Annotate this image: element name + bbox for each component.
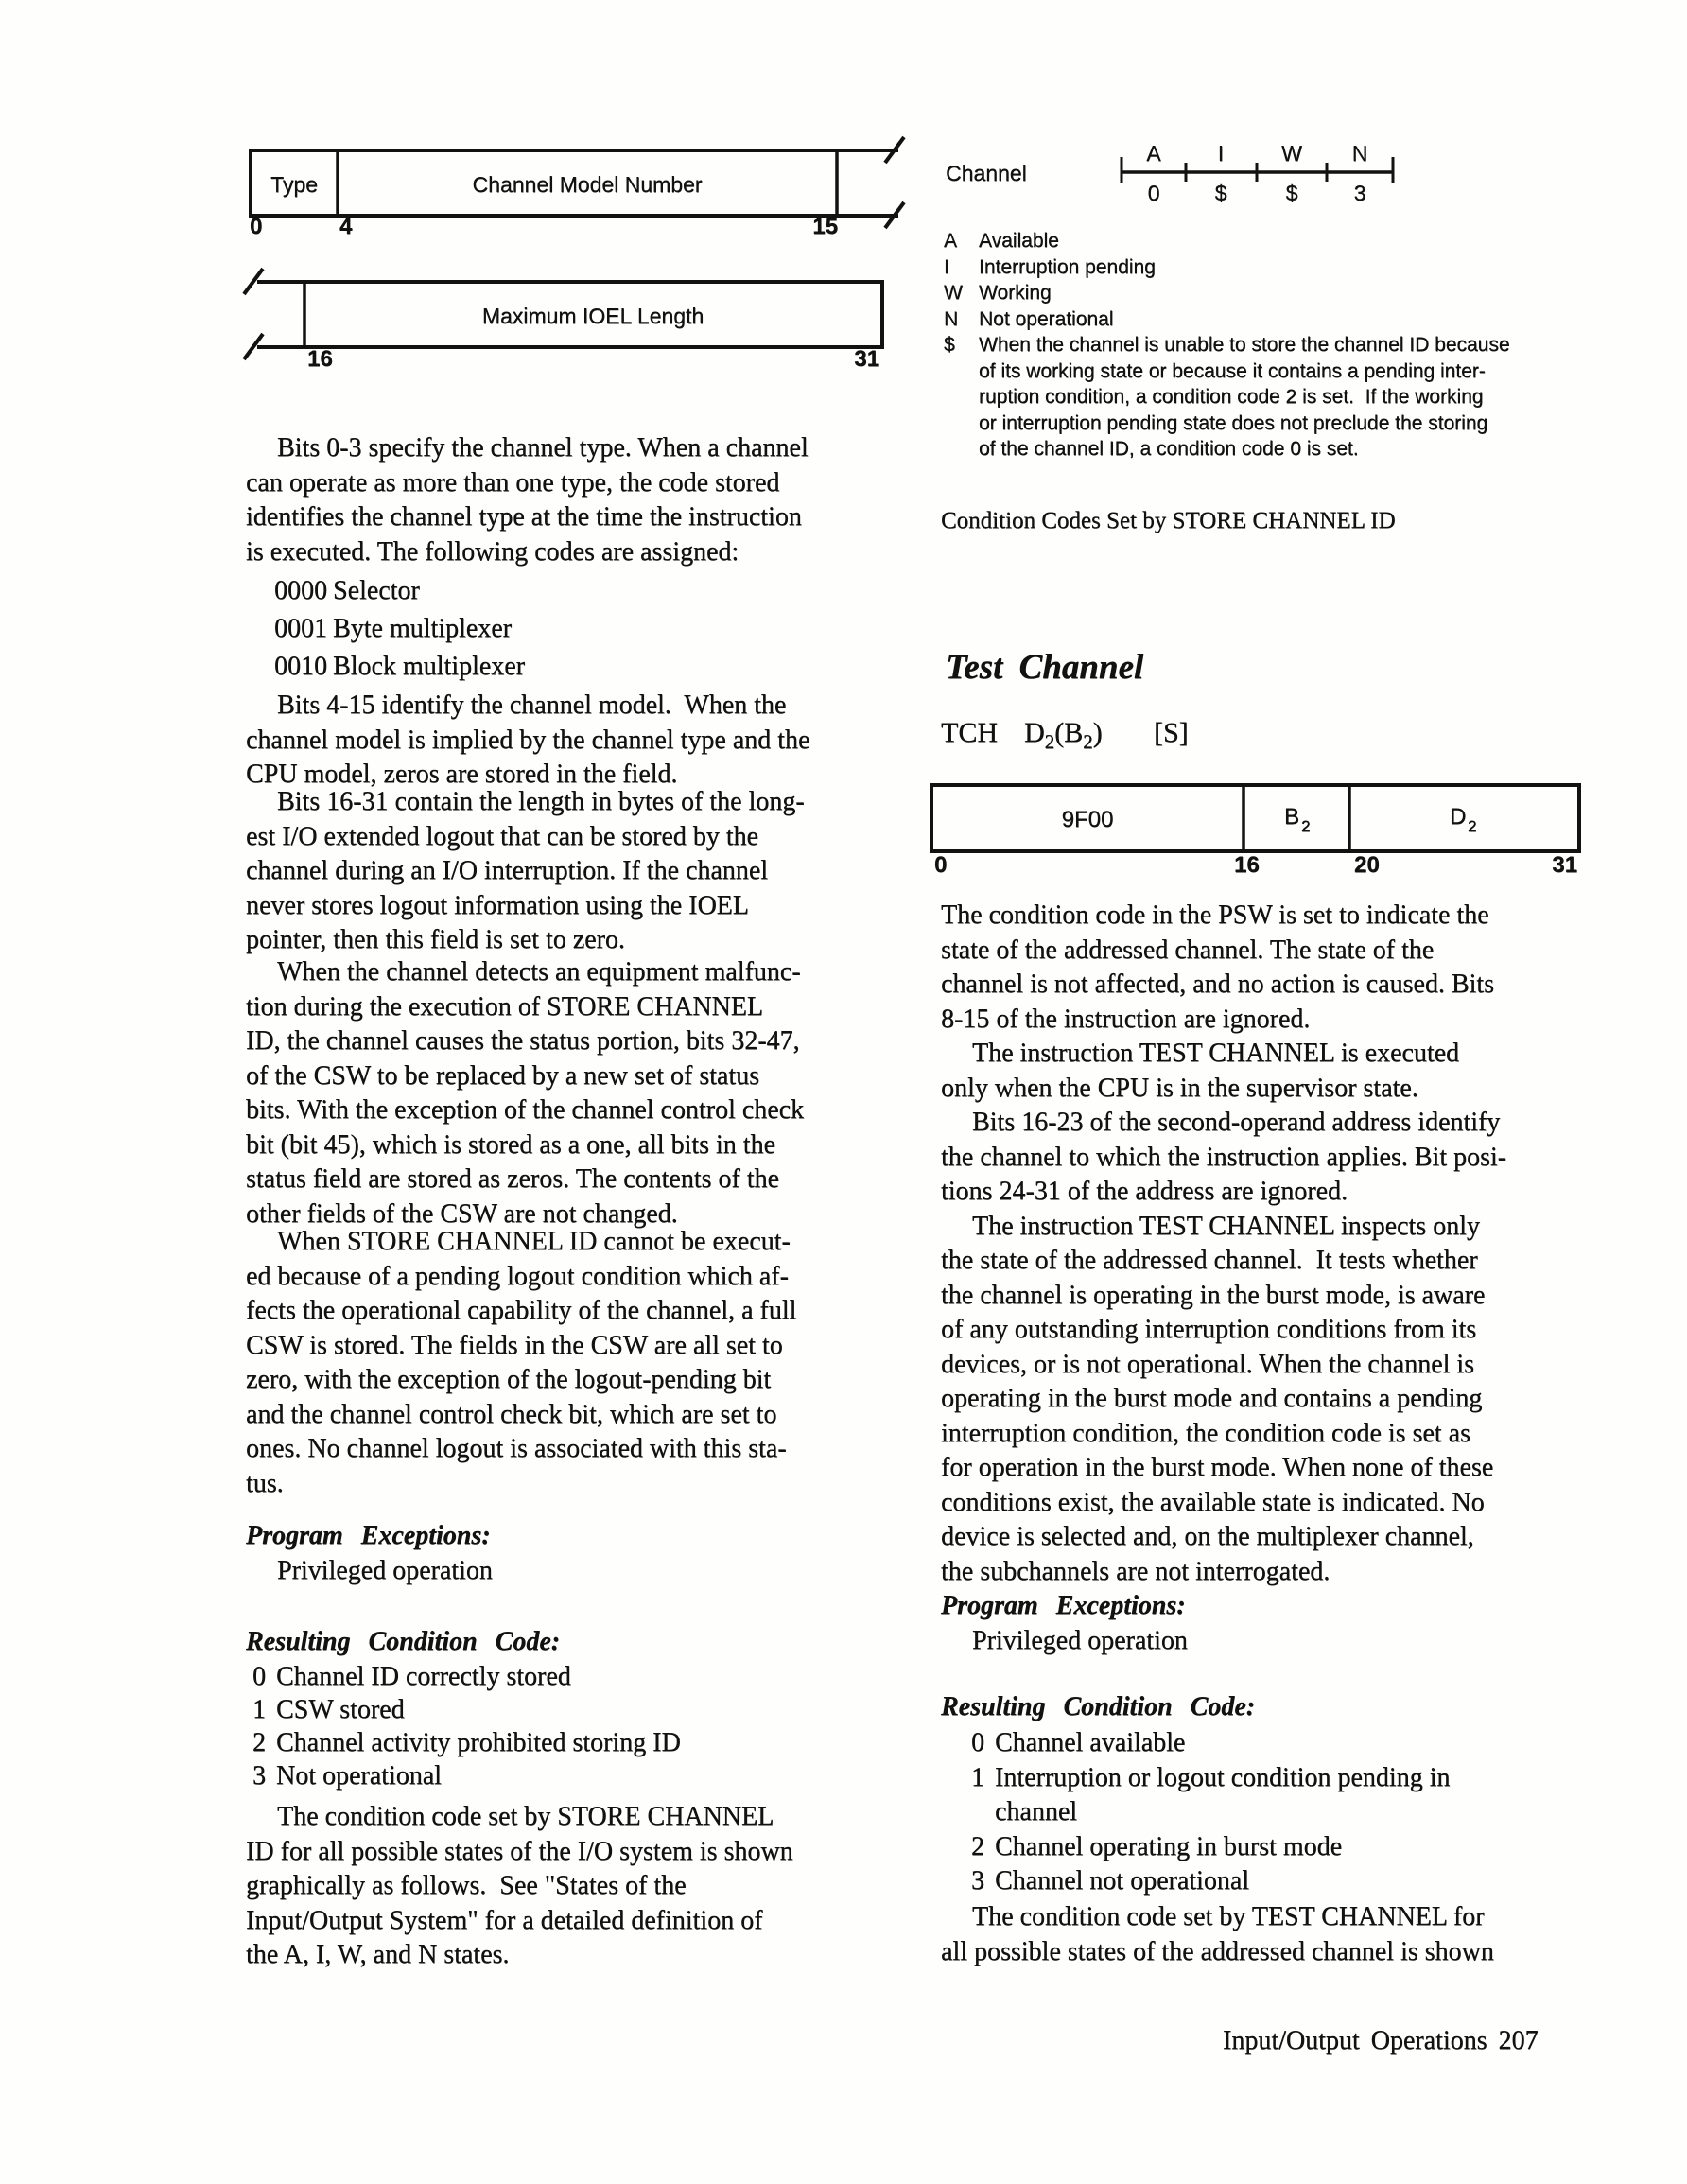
text-line: devices, or is not operational. When the channel is (941, 1349, 1474, 1379)
resulting-condition-code-heading: Resulting Condition Code: (246, 1627, 561, 1657)
operand-d-sub: 2 (1044, 730, 1055, 753)
bit-number-20: 20 (1354, 852, 1380, 878)
text-line: conditions exist, the available state is indicated. No (941, 1487, 1485, 1517)
channel-state-diagram (927, 123, 1456, 218)
paragraph (941, 1210, 1565, 1590)
program-exceptions-heading: Program Exceptions: (941, 1591, 1186, 1620)
channel-id-word1-diagram (189, 123, 927, 260)
text-line: all possible states of the addressed channel is shown (941, 1936, 1494, 1966)
bit-number-0: 0 (934, 852, 948, 878)
text-line: The instruction TEST CHANNEL is executed (972, 1039, 1460, 1068)
condition-code-number: 2 (252, 1727, 266, 1757)
text-line: The condition code set by STORE CHANNEL (277, 1802, 774, 1832)
text-line: Channel not operational (995, 1866, 1250, 1896)
text-line: tion during the execution of STORE CHANNEL (246, 991, 763, 1022)
text-line: ID for all possible states of the I/O system is shown (246, 1836, 793, 1866)
legend-text (979, 280, 1052, 306)
text-line: state of the addressed channel. The state of the (941, 935, 1435, 965)
bit-number-4: 4 (339, 214, 353, 239)
channel-type-code-item (274, 610, 898, 648)
condition-code-item (252, 1660, 898, 1693)
state-code-n: 3 (1353, 181, 1366, 205)
paragraph (941, 899, 1565, 1037)
text-line: When STORE CHANNEL ID cannot be execut- (277, 1227, 791, 1257)
text-line: fects the operational capability of the channel, a full (246, 1296, 797, 1326)
text-line: est I/O extended logout that can be stored by the (246, 821, 758, 851)
text-line: the state of the addressed channel. It tests whether (941, 1246, 1478, 1275)
condition-code-number: 0 (971, 1728, 984, 1757)
code-value: 0001 (274, 614, 327, 643)
bit-number-31: 31 (854, 346, 879, 372)
text-line: tions 24-31 of the address are ignored. (941, 1177, 1348, 1206)
text-line: Working (979, 282, 1052, 304)
text-line: of any outstanding interruption conditions from its (941, 1315, 1477, 1344)
text-line: zero, with the exception of the logout-pending bit (246, 1365, 772, 1395)
bit-number-15: 15 (812, 214, 838, 239)
text-line: Not operational (979, 307, 1114, 330)
text-line: other fields of the CSW are not changed. (246, 1198, 678, 1229)
paragraph (246, 1225, 898, 1501)
text-line: the channel is operating in the burst mode, is aware (941, 1280, 1486, 1310)
program-exceptions-item: Privileged operation (277, 1556, 493, 1586)
text-line: the A, I, W, and N states. (246, 1940, 510, 1970)
legend-key: $ (944, 334, 955, 356)
opcode-value: 9F00 (1061, 807, 1114, 832)
paragraph (246, 955, 898, 1232)
text-line: ed because of a pending logout condition which af- (246, 1261, 789, 1291)
operand (1024, 717, 1103, 753)
legend-text (979, 306, 1113, 333)
text-line: channel (995, 1797, 1078, 1826)
state-letter-n: N (1351, 141, 1368, 166)
field-d2-sub: 2 (1468, 817, 1477, 835)
legend-item (941, 254, 1565, 281)
text-line: identifies the channel type at the time the instruction (246, 502, 802, 532)
text-line: pointer, then this field is set to zero. (246, 925, 625, 955)
text-line: for operation in the burst mode. When none of these (941, 1453, 1494, 1482)
condition-code-text (276, 1726, 681, 1759)
text-line: CSW is stored. The fields in the CSW are all set to (246, 1330, 783, 1360)
legend-key: N (944, 307, 959, 330)
text-line: never stores logout information using the IOEL (246, 890, 749, 920)
condition-code-text (995, 1864, 1249, 1899)
text-line: channel is not affected, and no action is caused. Bits (941, 970, 1494, 999)
text-line: Available (979, 230, 1059, 252)
text-line: of the CSW to be replaced by a new set of status (246, 1060, 760, 1091)
bit-number-16: 16 (1234, 852, 1260, 878)
text-line: is executed. The following codes are assigned: (246, 536, 739, 567)
code-value: 0000 (274, 576, 327, 605)
text-line: channel model is implied by the channel type and the (246, 725, 810, 755)
text-line: The condition code in the PSW is set to indicate the (941, 900, 1489, 930)
text-line: ones. No channel logout is associated with this sta- (246, 1434, 787, 1464)
field-label-type: Type (270, 172, 318, 197)
state-letter-i: I (1217, 141, 1225, 166)
page-footer: Input/Output Operations 207 (1223, 2026, 1539, 2055)
text-line: Interruption pending (979, 255, 1156, 278)
state-code-a: 0 (1147, 181, 1160, 205)
field-b2-sub: 2 (1301, 817, 1311, 835)
paragraph (246, 785, 898, 958)
text-line: Channel available (995, 1728, 1186, 1757)
condition-code-number: 3 (971, 1866, 984, 1896)
paragraph (246, 1800, 898, 1973)
section-heading-test-channel: Test Channel (946, 648, 1144, 687)
text-line: the subchannels are not interrogated. (941, 1556, 1330, 1586)
condition-code-item (252, 1726, 898, 1759)
text-line: tus. (246, 1468, 284, 1498)
text-line: bits. With the exception of the channel control check (246, 1095, 805, 1126)
state-legend (941, 228, 1565, 463)
right-column (941, 899, 1565, 1969)
text-line: only when the CPU is in the supervisor state. (941, 1073, 1418, 1103)
left-column (246, 431, 898, 1973)
program-exceptions-item: Privileged operation (972, 1625, 1188, 1655)
bit-number-16: 16 (307, 346, 333, 372)
text-line: When the channel is unable to store the channel ID because (979, 334, 1510, 356)
text-line: Channel operating in burst mode (995, 1831, 1343, 1861)
figure-caption: Condition Codes Set by STORE CHANNEL ID (941, 508, 1396, 533)
text-line: Bits 4-15 identify the channel model. When the (277, 690, 787, 721)
text-line: Channel activity prohibited storing ID (276, 1727, 681, 1757)
condition-code-number: 3 (252, 1760, 266, 1791)
condition-code-item (971, 1761, 1565, 1830)
text-line: Bits 16-23 of the second-operand address identify (972, 1108, 1501, 1137)
legend-item (941, 306, 1565, 333)
condition-code-number: 1 (971, 1762, 984, 1792)
text-line: and the channel control check bit, which are set to (246, 1399, 777, 1429)
text-line: Bits 16-31 contain the length in bytes of the long- (277, 787, 805, 817)
field-d2-base: D (1450, 804, 1467, 830)
state-letter-a: A (1146, 141, 1161, 166)
condition-code-text (276, 1660, 571, 1693)
text-line: graphically as follows. See "States of the (246, 1871, 687, 1901)
condition-code-text (995, 1726, 1185, 1761)
code-label: Byte multiplexer (333, 614, 512, 643)
legend-item (941, 332, 1565, 463)
text-line: 8-15 of the instruction are ignored. (941, 1004, 1311, 1034)
text-line: Input/Output System" for a detailed definition of (246, 1905, 763, 1935)
legend-item (941, 280, 1565, 306)
legend-text (979, 228, 1059, 254)
condition-code-text (995, 1761, 1450, 1830)
bit-number-0: 0 (250, 214, 263, 239)
format-box-outline (931, 785, 1579, 851)
program-exceptions-heading: Program Exceptions: (246, 1521, 491, 1551)
channel-type-code-item (274, 572, 898, 610)
bit-number-31: 31 (1552, 852, 1577, 878)
paragraph (246, 689, 898, 793)
code-label: Block multiplexer (333, 652, 525, 681)
channel-id-word2-diagram (189, 255, 927, 383)
condition-code-item (252, 1693, 898, 1726)
text-line: Not operational (276, 1760, 442, 1791)
channel-diagram-title: Channel (946, 161, 1027, 185)
text-line: When the channel detects an equipment malfunc- (277, 957, 801, 987)
text-line: CSW stored (276, 1694, 405, 1724)
text-line: of its working state or because it contains a pending inter- (979, 359, 1486, 382)
operand-d: D (1024, 717, 1045, 748)
text-line: can operate as more than one type, the code stored (246, 467, 780, 498)
code-value: 0010 (274, 652, 327, 681)
condition-code-number: 0 (252, 1661, 266, 1691)
condition-code-item (971, 1830, 1565, 1865)
text-line: status field are stored as zeros. The contents of the (246, 1164, 779, 1195)
tch-format-diagram (927, 771, 1592, 884)
channel-type-code-item (274, 648, 898, 686)
condition-code-text (995, 1830, 1342, 1865)
operand-open-b: (B (1054, 717, 1084, 748)
condition-code-text (276, 1693, 405, 1726)
legend-text (979, 332, 1510, 463)
state-code-w: $ (1285, 181, 1298, 205)
text-line: ID, the channel causes the status portion, bits 32-47, (246, 1026, 800, 1057)
code-label: Selector (333, 576, 420, 605)
text-line: interruption condition, the condition code is set as (941, 1418, 1470, 1448)
field-label-model: Channel Model Number (472, 172, 703, 197)
text-line: device is selected and, on the multiplexer channel, (941, 1522, 1474, 1551)
text-line: bit (bit 45), which is stored as a one, all bits in the (246, 1129, 775, 1160)
condition-code-list (971, 1726, 1565, 1899)
paragraph (941, 1037, 1565, 1106)
format-tag: [S] (1154, 717, 1189, 748)
condition-code-number: 2 (971, 1831, 984, 1861)
channel-type-code-list (274, 572, 898, 686)
operand-close: ) (1092, 717, 1103, 748)
condition-code-text (276, 1759, 442, 1792)
condition-code-number: 1 (252, 1694, 266, 1724)
condition-code-item (971, 1726, 1565, 1761)
text-line: The instruction TEST CHANNEL inspects only (972, 1211, 1480, 1241)
text-line: Channel ID correctly stored (276, 1661, 571, 1691)
state-code-i: $ (1214, 181, 1227, 205)
text-line: operating in the burst mode and contains a pending (941, 1384, 1483, 1413)
condition-code-item (971, 1864, 1565, 1899)
legend-key: W (944, 282, 963, 304)
text-line: the channel to which the instruction applies. Bit posi- (941, 1142, 1506, 1172)
field-label-ioel: Maximum IOEL Length (481, 304, 704, 328)
state-letter-w: W (1281, 141, 1302, 166)
text-line: or interruption pending state does not preclude the storing (979, 411, 1488, 434)
mnemonic: TCH (941, 717, 998, 748)
legend-key: I (944, 255, 949, 278)
condition-code-item (252, 1759, 898, 1792)
legend-key: A (944, 230, 958, 252)
paragraph (941, 1900, 1565, 1969)
text-line: The condition code set by TEST CHANNEL for (972, 1902, 1485, 1931)
text-line: Bits 0-3 specify the channel type. When a channel (277, 433, 809, 463)
paragraph (246, 431, 898, 569)
paragraph (941, 1106, 1565, 1210)
text-line: of the channel ID, a condition code 0 is set. (979, 438, 1359, 460)
text-line: CPU model, zeros are stored in the field. (246, 760, 678, 790)
text-line: ruption condition, a condition code 2 is set. If the working (979, 386, 1484, 408)
instruction-mnemonic-line (941, 717, 1414, 755)
text-line: channel during an I/O interruption. If the channel (246, 856, 769, 886)
legend-text (979, 254, 1156, 281)
condition-code-list (252, 1660, 898, 1792)
operand-b-sub: 2 (1083, 730, 1093, 753)
resulting-condition-code-heading: Resulting Condition Code: (941, 1691, 1256, 1721)
text-line: Interruption or logout condition pending in (995, 1762, 1451, 1792)
legend-item (941, 228, 1565, 254)
field-b2-base: B (1284, 804, 1300, 830)
